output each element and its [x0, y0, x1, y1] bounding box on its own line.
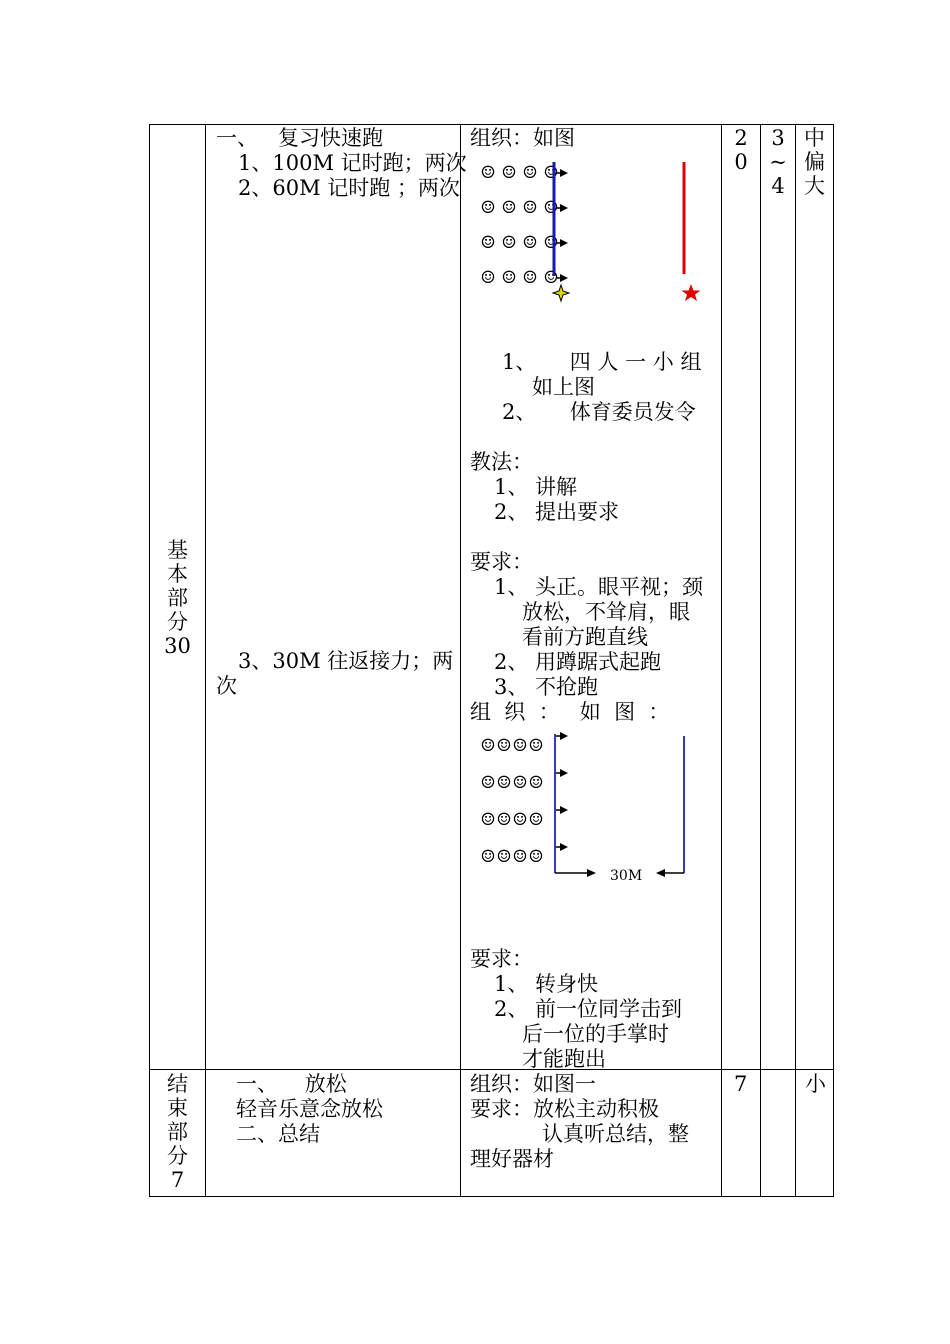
student-face-icon: ☺: [522, 198, 538, 218]
requirement-item: 后一位的手掌时: [522, 1022, 669, 1046]
arrowhead-icon: [560, 769, 568, 777]
student-face-icon: ☺: [480, 773, 496, 793]
requirement-heading: 要求：: [470, 550, 533, 574]
student-face-icon: ☺: [501, 198, 517, 218]
student-face-icon: ☺: [480, 163, 496, 183]
requirement-item: 1、 转身快: [494, 972, 599, 996]
student-face-icon: ☺: [528, 736, 544, 756]
requirement-item: 放松，不耸肩，眼: [522, 600, 690, 624]
table-bottom-border: [149, 1196, 834, 1197]
label-char: 结: [167, 1072, 188, 1096]
content-item: 1、100M 记时跑；两次: [238, 151, 467, 175]
student-face-icon: ☺: [528, 773, 544, 793]
end-method-item: 认真听总结，整: [542, 1122, 689, 1146]
content-heading: 一、 复习快速跑: [216, 126, 384, 150]
student-face-icon: ☺: [543, 268, 559, 288]
reps-char: 4: [771, 174, 785, 198]
org-heading-2: 组 织 ： 如 图 ：: [470, 700, 670, 724]
label-char: 本: [167, 562, 188, 586]
time-digit: 0: [734, 150, 748, 174]
step-item: 如上图: [532, 375, 595, 399]
student-face-icon: ☺: [543, 198, 559, 218]
student-face-icon: ☺: [512, 773, 528, 793]
basic-reps: [761, 126, 795, 198]
end-method-item: 组织：如图一: [470, 1072, 596, 1096]
arrowhead-icon: [560, 239, 568, 247]
student-face-icon: ☺: [512, 736, 528, 756]
reps-char: 3: [771, 126, 785, 150]
org-heading: 组织：如图: [470, 126, 575, 150]
requirement-item: 才能跑出: [522, 1047, 606, 1071]
teaching-item: 1、 讲解: [494, 475, 578, 499]
relay-diagram-1: [470, 152, 715, 312]
arrowhead-icon: [560, 274, 568, 282]
content-item: 2、60M 记时跑 ；两次: [238, 176, 460, 200]
student-face-icon: ☺: [501, 268, 517, 288]
row-divider: [149, 1069, 834, 1070]
requirement-heading-2: 要求：: [470, 947, 533, 971]
student-face-icon: ☺: [501, 233, 517, 253]
direction-arrows: [556, 169, 568, 282]
student-faces: [480, 163, 558, 288]
col-border-1: [149, 124, 150, 1197]
teaching-heading: 教法：: [470, 450, 533, 474]
step-item: 1、 四 人 一 小 组: [502, 350, 702, 374]
requirement-item: 看前方跑直线: [522, 625, 648, 649]
basic-time: [722, 126, 760, 174]
label-char: 束: [167, 1096, 188, 1120]
student-face-icon: ☺: [480, 810, 496, 830]
end-content-item: 二、总结: [236, 1122, 320, 1146]
student-face-icon: ☺: [480, 268, 496, 288]
label-char: 分: [167, 610, 188, 634]
relay-diagram-2: [470, 728, 715, 888]
arrowhead-icon: [656, 869, 665, 877]
col-border-6: [795, 124, 796, 1197]
student-face-icon: ☺: [496, 773, 512, 793]
teaching-item: 2、 提出要求: [494, 500, 620, 524]
intensity-char: 大: [804, 174, 825, 198]
table-top-border: [149, 124, 834, 125]
end-content-item: 一、 放松: [236, 1072, 347, 1096]
arrowhead-icon: [560, 204, 568, 212]
arrowhead-icon: [560, 806, 568, 814]
student-face-icon: ☺: [496, 736, 512, 756]
student-face-icon: ☺: [501, 163, 517, 183]
arrowhead-icon: [560, 843, 568, 851]
distance-label: 30M: [610, 868, 643, 884]
intensity-char: 偏: [804, 150, 825, 174]
label-char: 30: [164, 634, 191, 658]
requirement-item: 3、 不抢跑: [494, 675, 599, 699]
requirement-item: 2、 前一位同学击到: [494, 997, 683, 1021]
student-face-icon: ☺: [480, 736, 496, 756]
label-char: 分: [167, 1144, 188, 1168]
end-method-item: 要求：放松主动积极: [470, 1097, 659, 1121]
direction-arrows: [556, 732, 568, 851]
student-face-icon: ☺: [543, 233, 559, 253]
intensity-char: 中: [804, 126, 825, 150]
arrowhead-icon: [587, 869, 596, 877]
label-char: 部: [167, 586, 188, 610]
student-face-icon: ☺: [480, 198, 496, 218]
step-item: 2、 体育委员发令: [502, 400, 696, 424]
col-border-3: [460, 124, 461, 1197]
student-face-icon: ☺: [543, 163, 559, 183]
basic-intensity: [796, 126, 833, 198]
time-digit: 2: [734, 126, 748, 150]
student-face-icon: ☺: [512, 847, 528, 867]
red-star-icon: [682, 284, 701, 301]
label-char: 基: [167, 538, 188, 562]
student-face-icon: ☺: [528, 847, 544, 867]
basic-section-label: [150, 538, 205, 658]
student-face-icon: ☺: [522, 163, 538, 183]
label-char: 部: [167, 1120, 188, 1144]
arrowhead-icon: [560, 732, 568, 740]
col-border-7: [833, 124, 834, 1197]
content-item: 次: [216, 674, 237, 698]
col-border-2: [205, 124, 206, 1197]
label-char: 7: [170, 1168, 185, 1192]
end-intensity: 小: [805, 1072, 826, 1096]
end-time: 7: [734, 1072, 748, 1096]
student-face-icon: ☺: [522, 233, 538, 253]
end-section-label: [150, 1072, 205, 1192]
student-face-icon: ☺: [496, 847, 512, 867]
reps-char: ~: [769, 150, 787, 174]
student-face-icon: ☺: [496, 810, 512, 830]
end-method-item: 理好器材: [470, 1147, 554, 1171]
student-faces: [480, 736, 543, 867]
content-item: 3、30M 往返接力；两: [238, 649, 454, 673]
requirement-item: 2、 用蹲踞式起跑: [494, 650, 662, 674]
requirement-item: 1、 头正。眼平视；颈: [494, 575, 704, 599]
col-border-4: [721, 124, 722, 1197]
arrowhead-icon: [560, 169, 568, 177]
col-border-5: [760, 124, 761, 1197]
student-face-icon: ☺: [480, 847, 496, 867]
student-face-icon: ☺: [480, 233, 496, 253]
student-face-icon: ☺: [522, 268, 538, 288]
end-content-item: 轻音乐意念放松: [236, 1097, 383, 1121]
student-face-icon: ☺: [528, 810, 544, 830]
student-face-icon: ☺: [512, 810, 528, 830]
